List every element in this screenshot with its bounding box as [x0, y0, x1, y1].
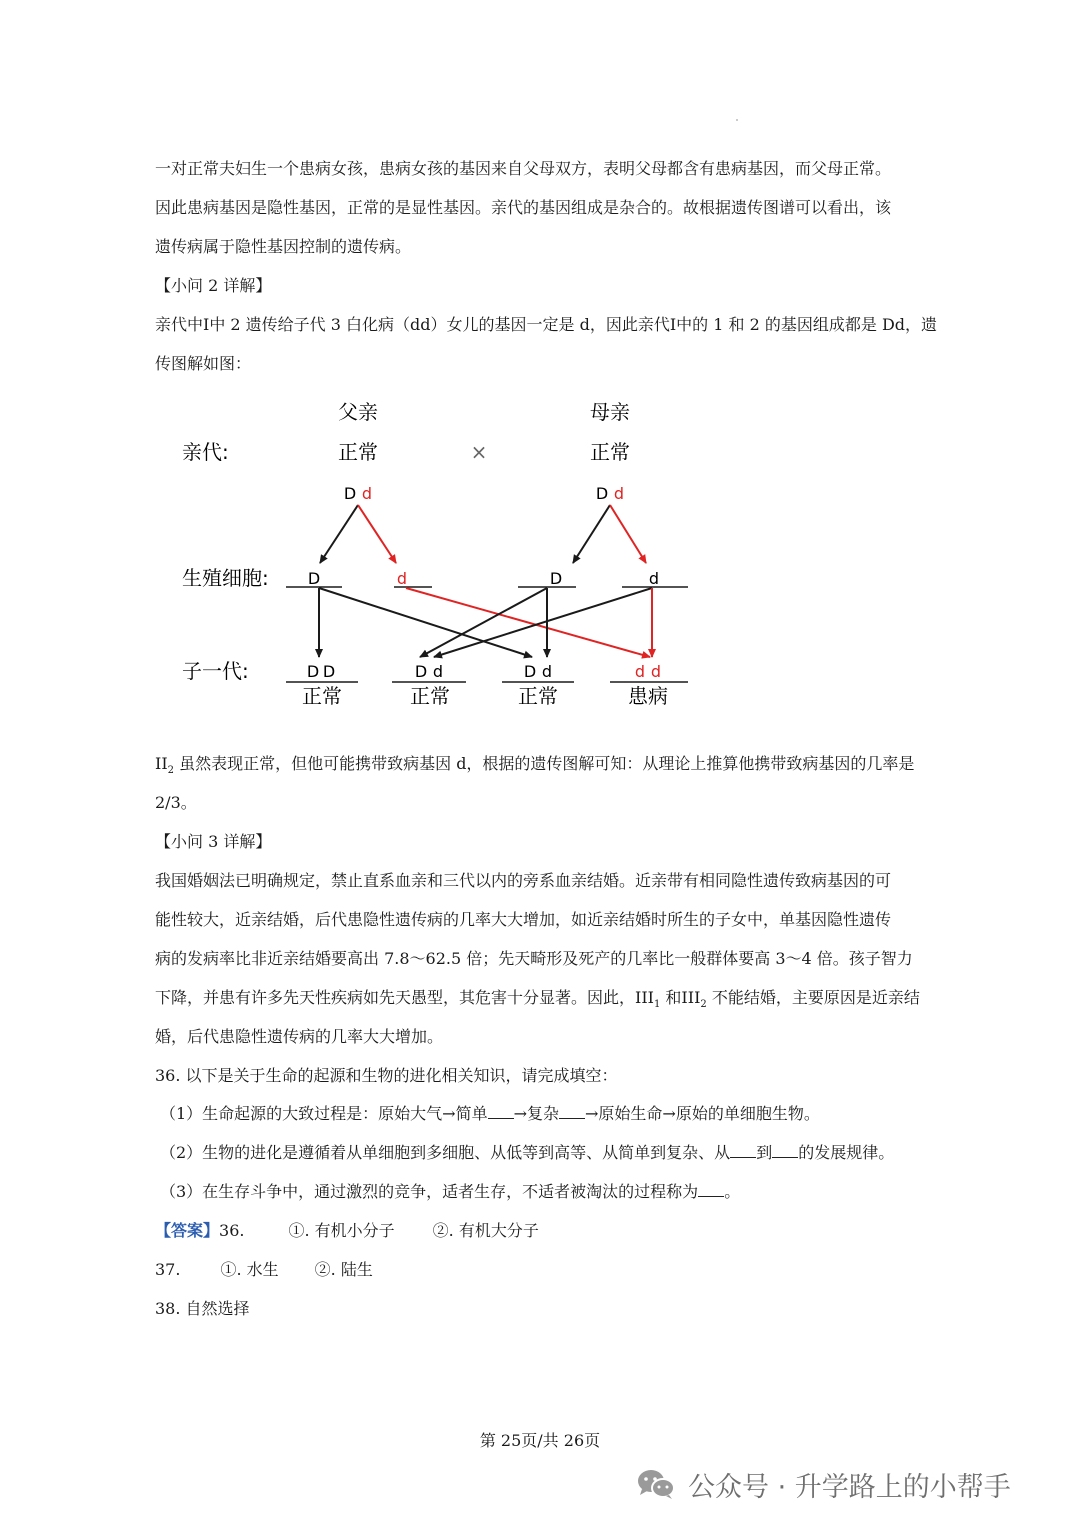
offspring-1-allele: D: [306, 662, 320, 681]
mother-label: 母亲: [590, 400, 630, 424]
answer-tag: 【答案】: [155, 1221, 220, 1240]
paragraph-line: 亲代中I中 2 遗传给子代 3 白化病（dd）女儿的基因一定是 d，因此亲代I中的 1 和 2 的基因组成都是 Dd，遗: [155, 315, 938, 334]
paragraph-line: [155, 752, 914, 783]
answer-38: 38. 自然选择: [155, 1299, 250, 1318]
paragraph-line: 2/3。: [155, 793, 197, 812]
paragraph-text: 和III: [660, 988, 701, 1007]
answer-37: [155, 1258, 373, 1282]
roman-label: II: [155, 754, 168, 773]
offspring-3-allele: D: [523, 662, 537, 681]
paragraph-text: 不能结婚，主要原因是近亲结: [706, 988, 920, 1007]
father-phenotype: 正常: [338, 440, 378, 464]
answer-item: ②. 有机大分子: [432, 1221, 539, 1240]
offspring-2-phenotype: 正常: [410, 684, 450, 708]
section-heading-q2: 【小问 2 详解】: [155, 276, 272, 295]
offspring-2-allele: d: [432, 662, 444, 681]
answer-number: 36.: [219, 1221, 245, 1240]
father-label: 父亲: [338, 400, 378, 424]
cross-symbol: ×: [470, 440, 488, 464]
question-text: （2）生物的进化是遵循着从单细胞到多细胞、从低等到高等、从简单到复杂、从: [160, 1143, 731, 1162]
answer-36: [155, 1219, 539, 1243]
blank: [772, 1143, 798, 1158]
question-text: （1）生命起源的大致过程是：原始大气→简单: [160, 1104, 488, 1123]
question-36-part-1: [160, 1102, 820, 1126]
paragraph-line: 病的发病率比非近亲结婚要高出 7.8～62.5 倍；先天畸形及死产的几率比一般群体要高 3～4 倍。孩子智力: [155, 949, 913, 968]
gamete-father-d: d: [396, 569, 408, 588]
offspring-4-allele: d: [650, 662, 662, 681]
section-heading-q3: 【小问 3 详解】: [155, 832, 272, 851]
offspring-4-phenotype: 患病: [628, 684, 668, 708]
answer-item: ②. 陆生: [314, 1260, 373, 1279]
offspring-1-allele: D: [322, 662, 336, 681]
watermark: [636, 1462, 1011, 1506]
blank: [559, 1104, 585, 1119]
question-text: 的发展规律。: [798, 1143, 895, 1162]
paragraph-line: 一对正常夫妇生一个患病女孩，患病女孩的基因来自父母双方，表明父母都含有患病基因，而父母正常。: [155, 159, 892, 178]
mother-phenotype: 正常: [590, 440, 630, 464]
answer-number: 37.: [155, 1260, 181, 1279]
subscript: 2: [700, 999, 707, 1011]
paragraph-line: 婚，后代患隐性遗传病的几率大大增加。: [155, 1027, 444, 1046]
offspring-1-phenotype: 正常: [302, 684, 342, 708]
gamete-label: 生殖细胞:: [182, 566, 269, 590]
paragraph-line: 传图解如图：: [155, 354, 252, 373]
gamete-mother-D: D: [549, 569, 563, 588]
paragraph-line: 遗传病属于隐性基因控制的遗传病。: [155, 237, 412, 256]
subscript: 1: [653, 999, 661, 1011]
paragraph-text: 下降，并患有许多先天性疾病如先天愚型，其危害十分显著。因此，III: [155, 988, 654, 1007]
gamete-mother-d: d: [648, 569, 660, 588]
offspring-4-allele: d: [634, 662, 646, 681]
blank: [488, 1104, 514, 1119]
question-text: 。: [724, 1182, 741, 1201]
paragraph-line: [155, 986, 920, 1017]
arrow-mother-D: [573, 505, 610, 563]
arrow-gamete: [319, 588, 532, 657]
offspring-label: 子一代:: [182, 659, 249, 683]
father-allele-D: D: [343, 484, 357, 503]
wechat-icon: [636, 1467, 676, 1501]
offspring-3-phenotype: 正常: [518, 684, 558, 708]
question-36-part-3: [160, 1180, 740, 1204]
arrow-gamete: [434, 588, 652, 657]
blank: [698, 1182, 724, 1197]
paragraph-line: 能性较大，近亲结婚，后代患隐性遗传病的几率大大增加，如近亲结婚时所生的子女中，单基因隐性遗传: [155, 910, 892, 929]
page-number: 第 25页/共 26页: [479, 1431, 601, 1450]
scan-speck: [736, 119, 738, 121]
arrow-father-D: [320, 505, 358, 563]
subscript: 2: [167, 765, 175, 777]
blank: [730, 1143, 756, 1158]
mother-allele-D: D: [595, 484, 609, 503]
question-text: →复杂: [513, 1104, 560, 1123]
gamete-father-D: D: [307, 569, 321, 588]
parent-generation-label: 亲代:: [182, 440, 229, 464]
arrow-father-d: [358, 505, 396, 563]
offspring-2-allele: D: [414, 662, 428, 681]
paragraph-line: 我国婚姻法已明确规定，禁止直系血亲和三代以内的旁系血亲结婚。近亲带有相同隐性遗传致病基因的可: [155, 871, 892, 890]
father-allele-d: d: [361, 484, 373, 503]
answer-item: ①. 水生: [220, 1260, 279, 1279]
watermark-text: 公众号 · 升学路上的小帮手: [688, 1471, 1011, 1503]
question-36-part-2: [160, 1141, 894, 1165]
paragraph-text: 虽然表现正常，但他可能携带致病基因 d，根据的遗传图解可知：从理论上推算他携带致病基因的几率是: [174, 754, 915, 773]
answer-item: ①. 有机小分子: [288, 1221, 395, 1240]
mother-allele-d: d: [613, 484, 625, 503]
offspring-3-allele: d: [541, 662, 553, 681]
question-text: →原始生命→原始的单细胞生物。: [585, 1104, 820, 1123]
question-36-stem: 36. 以下是关于生命的起源和生物的进化相关知识，请完成填空：: [155, 1066, 618, 1085]
arrow-mother-d: [610, 505, 646, 563]
question-text: （3）在生存斗争中，通过激烈的竞争，适者生存，不适者被淘汰的过程称为: [160, 1182, 699, 1201]
question-text: 到: [756, 1143, 773, 1162]
paragraph-line: 因此患病基因是隐性基因，正常的是显性基因。亲代的基因组成是杂合的。故根据遗传图谱可以看出，该: [155, 198, 892, 217]
inheritance-diagram: [170, 395, 710, 715]
